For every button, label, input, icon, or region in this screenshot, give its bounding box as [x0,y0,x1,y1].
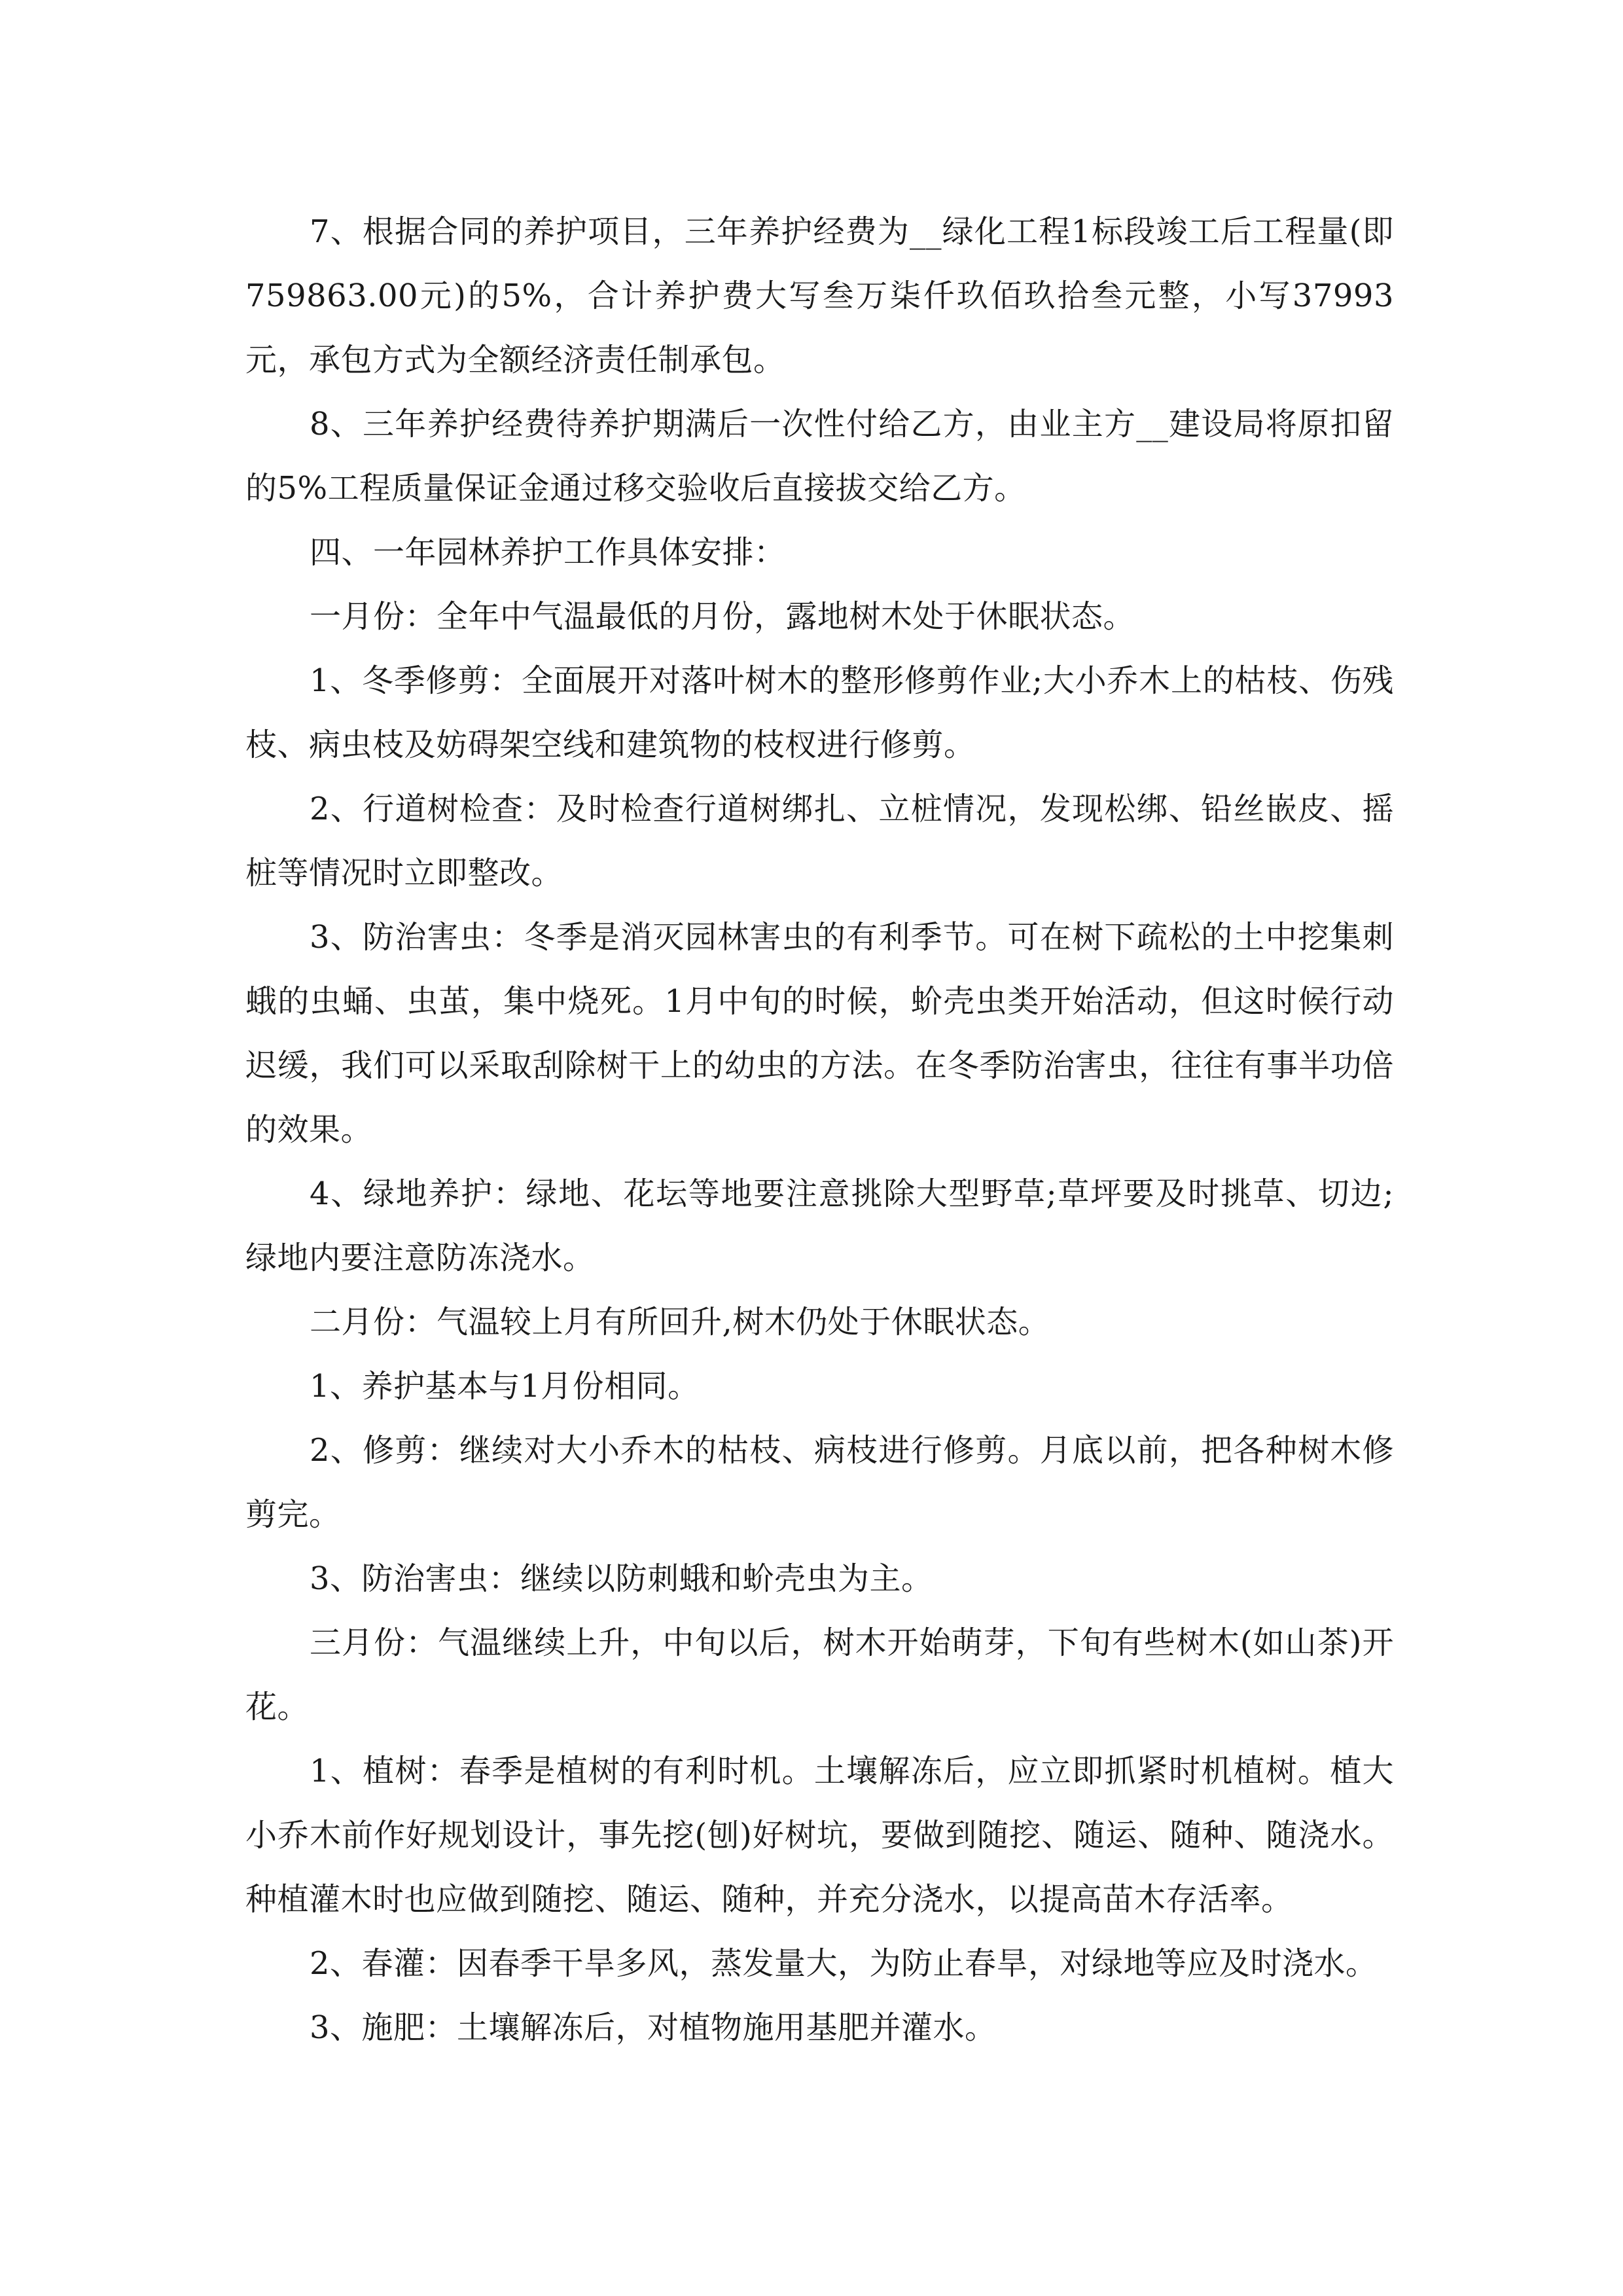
paragraph-march-fertilizing: 3、施肥：土壤解冻后，对植物施用基肥并灌水。 [310,2009,997,2046]
paragraph-february-pest-control: 3、防治害虫：继续以防刺蛾和蚧壳虫为主。 [310,1560,933,1597]
paragraph-february-pruning: 2、修剪：继续对大小乔木的枯枝、病枝进行修剪。月底以前，把各种树木修剪完。 [245,1432,1394,1533]
paragraph-january-intro: 一月份：全年中气温最低的月份，露地树木处于休眠状态。 [310,598,1135,635]
paragraph-8-payment: 8、三年养护经费待养护期满后一次性付给乙方，由业主方__建设局将原扣留的5%工程质量保证金通过移交验收后直接拔交给乙方。 [245,406,1394,507]
paragraph-february-maintenance: 1、养护基本与1月份相同。 [310,1368,700,1405]
paragraph-7-maintenance-fee: 7、根据合同的养护项目，三年养护经费为__绿化工程1标段竣工后工程量(即759863.00元)的5%，合计养护费大写叁万柒仟玖佰玖拾叁元整，小写37993元，承包方式为全额经济责任制承包。 [245,213,1394,378]
paragraph-march-planting: 1、植树：春季是植树的有利时机。土壤解冻后，应立即抓紧时机植树。植大小乔木前作好规划设计，事先挖(刨)好树坑，要做到随挖、随运、随种、随浇水。种植灌木时也应做到随挖、随运、随种，并充分浇水，以提高苗木存活率。 [245,1753,1394,1918]
section-heading-annual-schedule: 四、一年园林养护工作具体安排： [310,534,786,571]
paragraph-january-greenland: 4、绿地养护：绿地、花坛等地要注意挑除大型野草;草坪要及时挑草、切边;绿地内要注意防冻浇水。 [245,1175,1394,1276]
paragraph-march-irrigation: 2、春灌：因春季干旱多风，蒸发量大，为防止春旱，对绿地等应及时浇水。 [310,1945,1378,1982]
paragraph-january-pruning: 1、冬季修剪：全面展开对落叶树木的整形修剪作业;大小乔木上的枯枝、伤残枝、病虫枝及妨碍架空线和建筑物的枝杈进行修剪。 [245,662,1394,763]
document-body [245,200,1394,2060]
paragraph-march-intro: 三月份：气温继续上升，中旬以后，树木开始萌芽，下旬有些树木(如山茶)开花。 [245,1624,1394,1725]
paragraph-january-pest-control: 3、防治害虫：冬季是消灭园林害虫的有利季节。可在树下疏松的土中挖集刺蛾的虫蛹、虫茧，集中烧死。1月中旬的时候，蚧壳虫类开始活动，但这时候行动迟缓，我们可以采取刮除树干上的幼虫的方法。在冬季防治害虫，往往有事半功倍的效果。 [245,919,1394,1148]
paragraph-february-intro: 二月份：气温较上月有所回升,树木仍处于休眠状态。 [310,1304,1050,1340]
paragraph-january-street-trees: 2、行道树检查：及时检查行道树绑扎、立桩情况，发现松绑、铅丝嵌皮、摇桩等情况时立即整改。 [245,791,1394,891]
